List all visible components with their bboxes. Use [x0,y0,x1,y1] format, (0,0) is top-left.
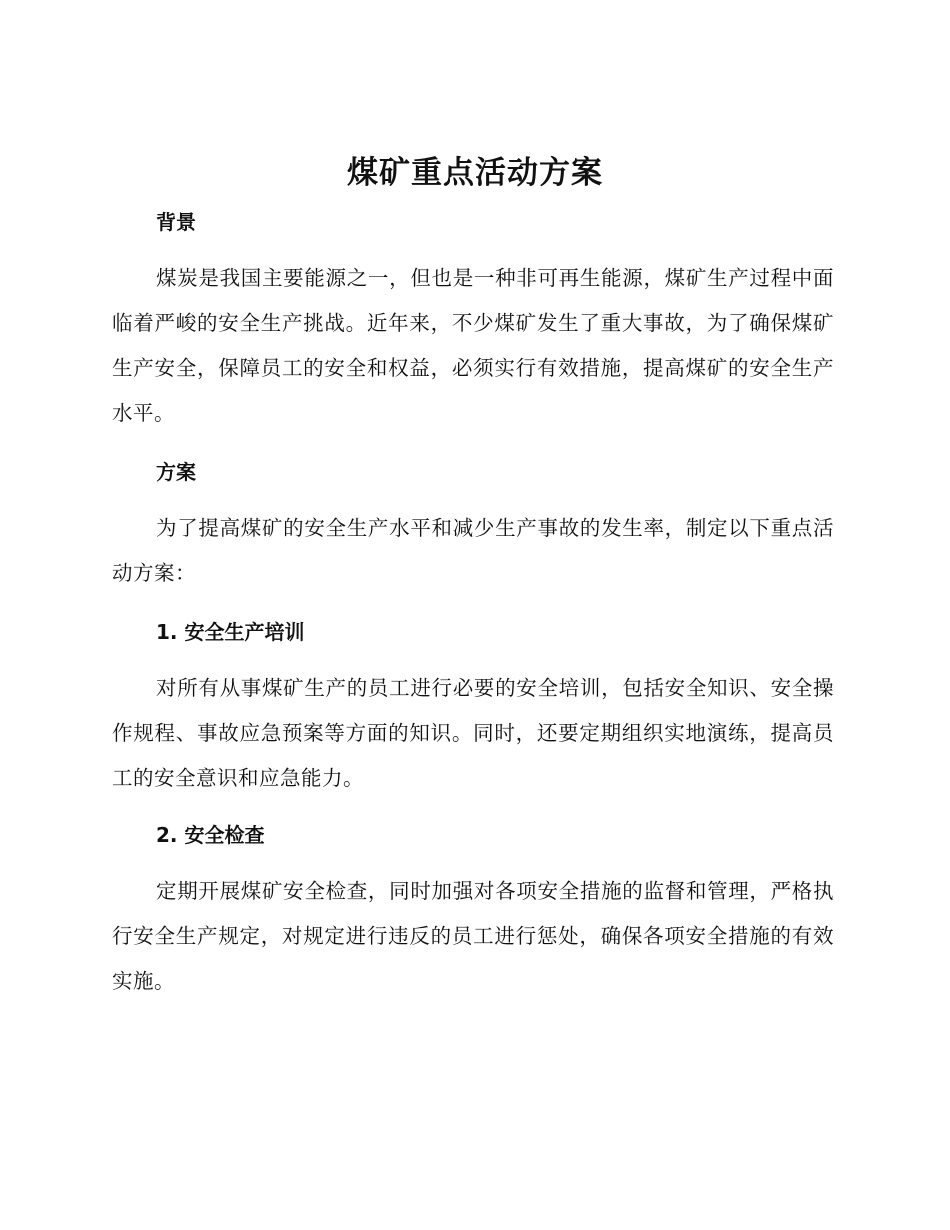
section-body-background: 煤炭是我国主要能源之一，但也是一种非可再生能源，煤矿生产过程中面临着严峻的安全生产挑战。近年来，不少煤矿发生了重大事故，为了确保煤矿生产安全，保障员工的安全和权益，必须实行有效措施，提高煤矿的安全生产水平。 [112,266,834,425]
section-body-safety-inspection: 定期开展煤矿安全检查，同时加强对各项安全措施的监督和管理，严格执行安全生产规定，对规定进行违反的员工进行惩处，确保各项安全措施的有效实施。 [112,879,834,993]
document-title: 煤矿重点活动方案 [347,155,603,191]
section-heading-safety-inspection: 2. 安全检查 [156,823,265,847]
section-body-plan: 为了提高煤矿的安全生产水平和减少生产事故的发生率，制定以下重点活动方案： [112,516,834,585]
section-heading-safety-training: 1. 安全生产培训 [156,620,305,644]
section-body-safety-training: 对所有从事煤矿生产的员工进行必要的安全培训，包括安全知识、安全操作规程、事故应急预案等方面的知识。同时，还要定期组织实地演练，提高员工的安全意识和应急能力。 [112,676,834,790]
section-heading-plan: 方案 [156,460,196,484]
section-heading-background: 背景 [156,210,196,234]
